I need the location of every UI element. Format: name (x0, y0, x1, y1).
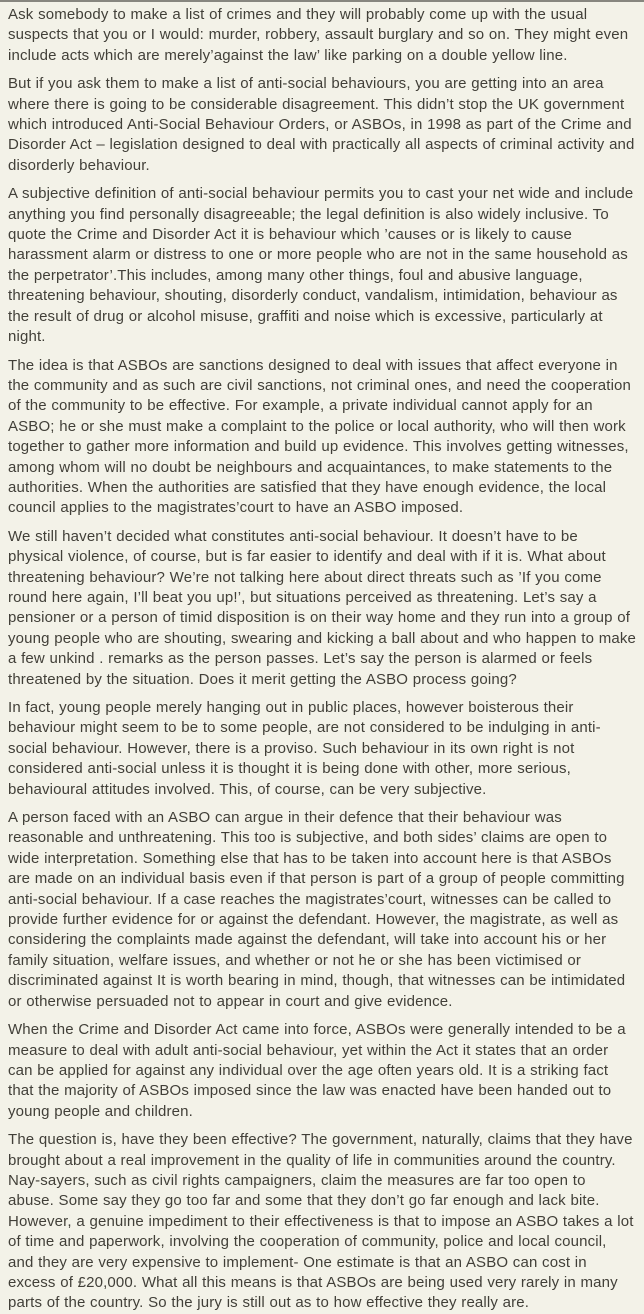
paragraph-crimes-list: Ask somebody to make a list of crimes and they will probably come up with the usual suspects that you or I would: murder, robbery, assault burglary and so on. They might even include acts which are merely’against the law’ like parking on a double yellow line. (8, 6, 629, 64)
paragraph-age-of-orders: When the Crime and Disorder Act came into force, ASBOs were generally intended to be a measure to deal with adult anti-social behaviour, yet within the Act it states that an order can be applied for against any individual over the age often years old. It is a striking fact that the majority of ASBOs imposed since the law was enacted have been handed out to young people and children. (8, 1021, 626, 1120)
paragraph-young-people-proviso: In fact, young people merely hanging out in public places, however boisterous their behaviour might seem to be to some people, are not considered to be indulging in anti-social behaviour. However, there is a proviso. Such behaviour in its own right is not considered anti-social unless it is thought it is being done with other, more serious, behavioural attitudes involved. This, of course, can be very subjective. (8, 699, 601, 798)
paragraph-asbo-introduction: But if you ask them to make a list of anti-social behaviours, you are getting into an area where there is going to be considerable disagreement. This didn’t stop the UK government which introduced Anti-Social Behaviour Orders, or ASBOs, in 1998 as part of the Crime and Disorder Act – legislation designed to deal with practically all aspects of criminal activity and disorderly behaviour. (8, 75, 635, 174)
paragraph-civil-sanctions: The idea is that ASBOs are sanctions designed to deal with issues that affect everyone in the community and as such are civil sanctions, not criminal ones, and need the cooperation of the community to be effective. For example, a private individual cannot apply for an ASBO; he or she must make a complaint to the police or local authority, who will then work together to gather more information and build up evidence. This involves getting witnesses, among whom will no doubt be neighbours and acquaintances, to make statements to the authorities. When the authorities are satisfied that they have enough evidence, the local council applies to the magistrates’court to have an ASBO imposed. (8, 356, 632, 517)
paragraph-effectiveness: The question is, have they been effective? The government, naturally, claims that they have brought about a real improvement in the quality of life in communities around the country. Nay-sayers, such as civil rights campaigners, claim the measures are far too open to abuse. Some say they go too far and some that they don’t go far enough and lack bite. However, a genuine impediment to their effectiveness is that to impose an ASBO takes a lot of time and paperwork, involving the cooperation of community, police and local council, and they are very expensive to implement- One estimate is that an ASBO can cost in excess of £20,000. What all this means is that ASBOs are being used very rarely in many parts of the country. So the jury is still out as to how effective they really are. (8, 1131, 634, 1312)
paragraph-threatening-behaviour: We still haven’t decided what constitutes anti-social behaviour. It doesn’t have to be physical violence, of course, but is far easier to identify and deal with if it is. What about threatening behaviour? We’re not talking here about direct threats such as ’If you come round here again, I’ll beat you up!’, but situations perceived as threatening. Let’s say a pensioner or a person of timid disposition is on their way home and they run into a group of young people who are shouting, swearing and kicking a ball about and who happen to make a few unkind . remarks as the person passes. Let’s say the person is alarmed or feels threatened by the situation. Does it merit getting the ASBO process going? (8, 527, 636, 688)
paragraph-defence-magistrates: A person faced with an ASBO can argue in their defence that their behaviour was reasonable and unthreatening. This too is subjective, and both sides’ claims are open to wide interpretation. Something else that has to be taken into account here is that ASBOs are made on an individual basis even if that person is part of a group of people committing anti-social behaviour. If a case reaches the magistrates’court, witnesses can be called to provide further evidence for or against the defendant. However, the magistrate, as well as considering the complaints made against the defendant, will take into account his or her family situation, welfare issues, and whether or not he or she has been victimised or discriminated against It is worth bearing in mind, though, that witnesses can be intimidated or otherwise persuaded not to appear in court and give evidence. (8, 809, 626, 1010)
article-text (0, 2, 644, 1314)
paragraph-subjective-definition: A subjective definition of anti-social behaviour permits you to cast your net wide and include anything you find personally disagreeable; the legal definition is also widely inclusive. To quote the Crime and Disorder Act it is behaviour which ’causes or is likely to cause harassment alarm or distress to one or more people who are not in the same household as the perpetrator’.This includes, among many other things, foul and abusive language, threatening behaviour, shouting, disorderly conduct, vandalism, intimidation, behaviour as the result of drug or alcohol misuse, graffiti and noise which is excessive, particularly at night. (8, 185, 634, 346)
